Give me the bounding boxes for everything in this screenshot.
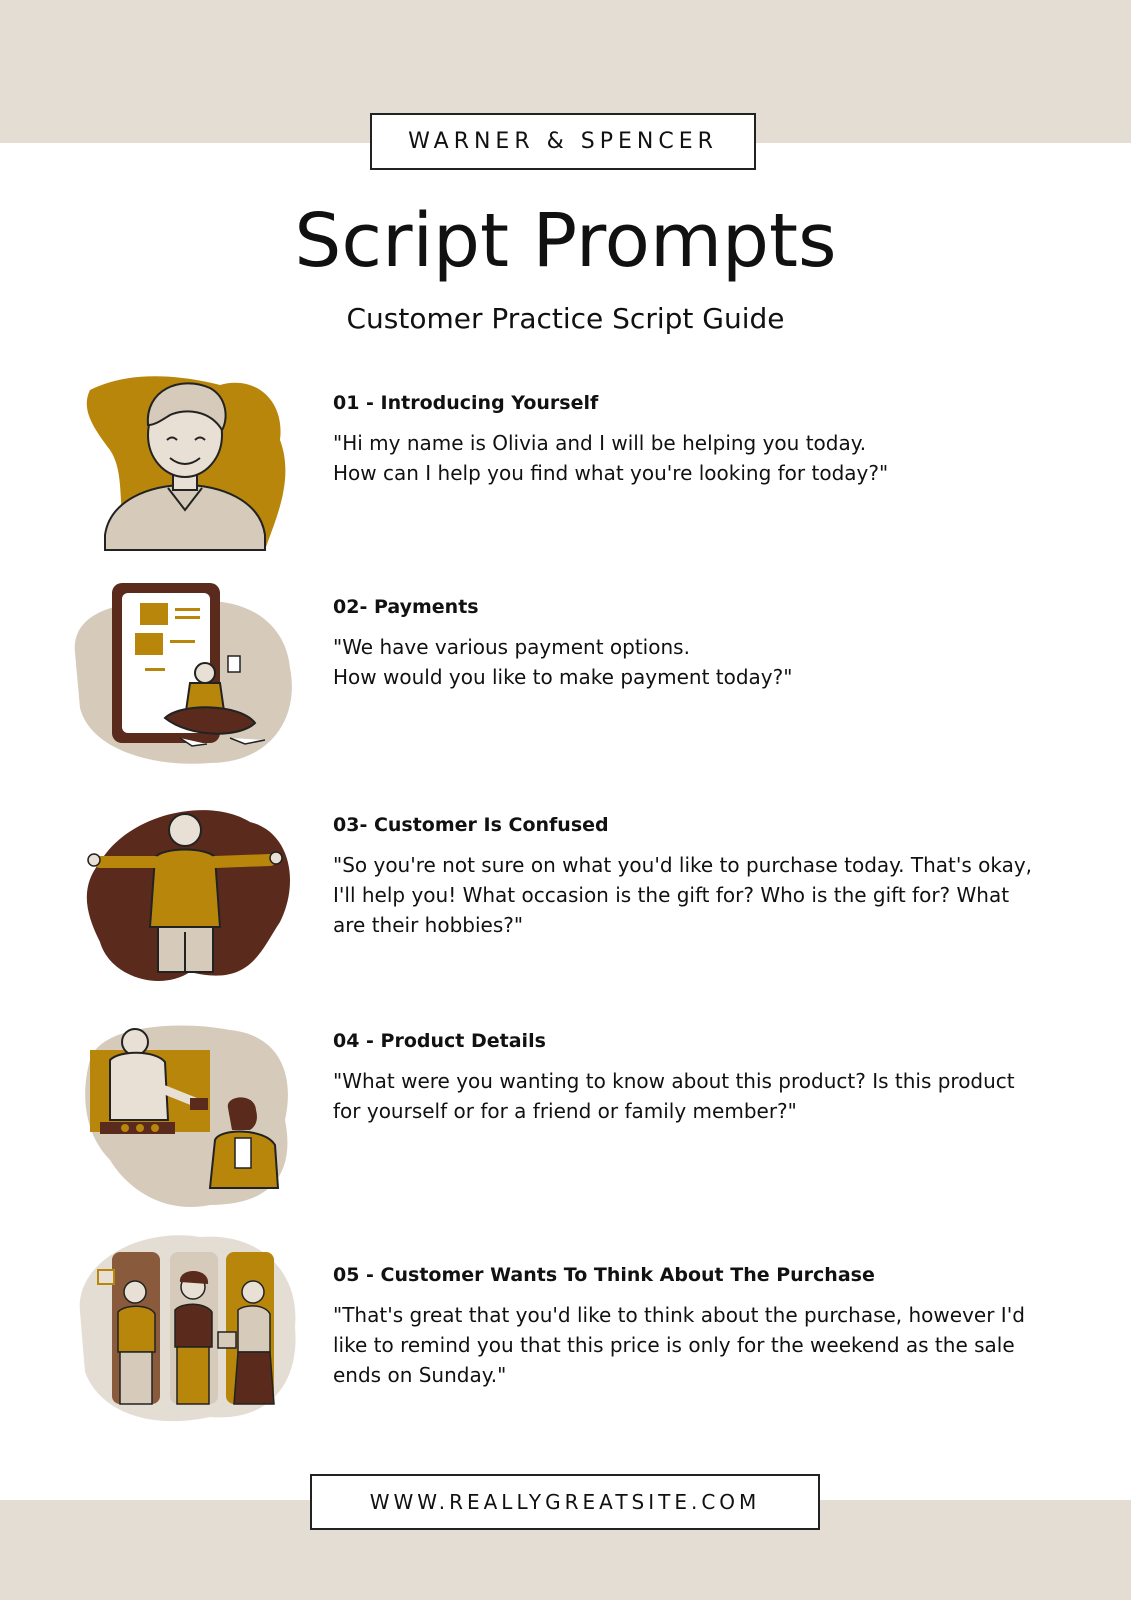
item-title: 02- Payments (333, 596, 479, 618)
item-title: 04 - Product Details (333, 1030, 546, 1052)
page-subtitle: Customer Practice Script Guide (346, 302, 785, 335)
item-text: "So you're not sure on what you'd like to purchase today. That's okay, I'll help you! What occasion is the gift for? Who is the gift for? What are their hobbies?" (333, 853, 1033, 937)
item-text: "What were you wanting to know about this product? Is this product for yourself or for a friend or family member?" (333, 1069, 1015, 1123)
item-title: 05 - Customer Wants To Think About The Purchase (333, 1264, 875, 1286)
shrugging-person-illustration (70, 802, 300, 1002)
phone-shopping-illustration (70, 578, 300, 778)
page-title: Script Prompts (294, 198, 837, 284)
brand-box (370, 113, 756, 170)
item-title: 01 - Introducing Yourself (333, 392, 599, 414)
item-title: 03- Customer Is Confused (333, 814, 609, 836)
website-box (310, 1474, 820, 1530)
three-customers-illustration (70, 1232, 300, 1432)
brand-name: WARNER & SPENCER (408, 129, 718, 154)
item-text: "We have various payment options. How would you like to make payment today?" (333, 635, 793, 689)
product-handover-illustration (70, 1020, 300, 1220)
item-text: "That's great that you'd like to think about the purchase, however I'd like to remind you that this price is only for the weekend as the sale ends on Sunday." (333, 1303, 1025, 1387)
item-text: "Hi my name is Olivia and I will be helping you today. How can I help you find what you're looking for today?" (333, 431, 889, 485)
website-link[interactable]: WWW.REALLYGREATSITE.COM (369, 1490, 761, 1514)
smiling-man-illustration (70, 370, 300, 570)
